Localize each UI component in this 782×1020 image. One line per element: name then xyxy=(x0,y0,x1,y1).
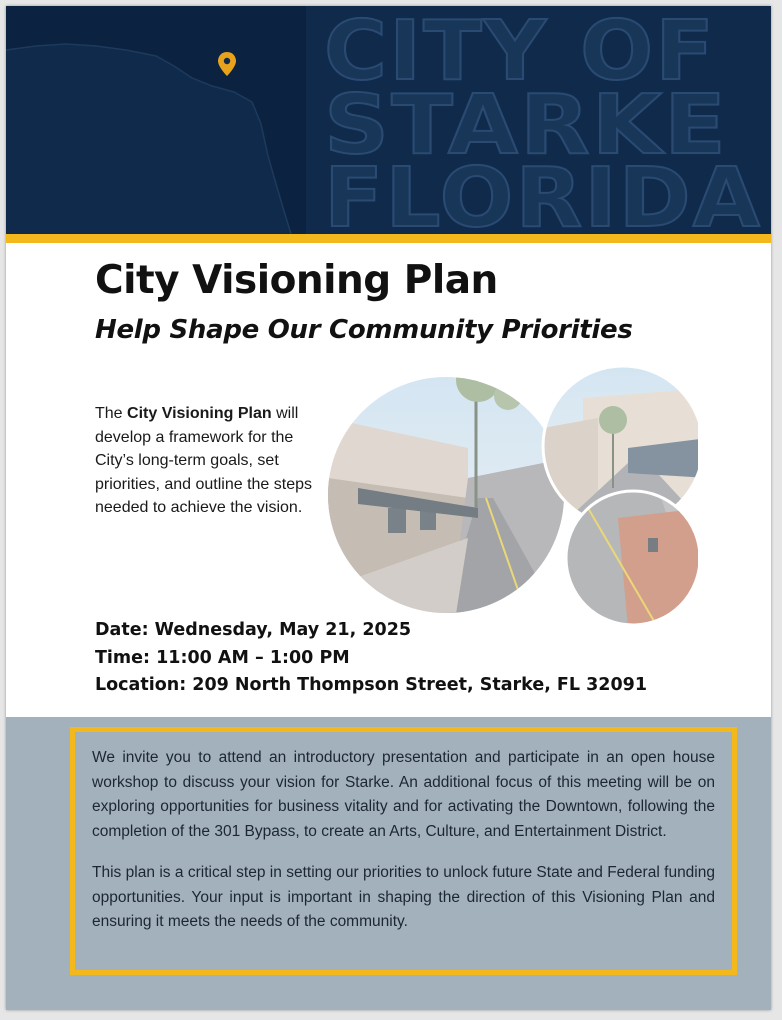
page-title: City Visioning Plan xyxy=(95,258,498,303)
event-details xyxy=(95,617,647,700)
funding-paragraph: This plan is a critical step in setting our priorities to unlock future State and Federal funding opportunities. Your input is important in shaping the direction of this Visioning Plan and ensuring it meets the needs of the community. xyxy=(92,864,715,930)
page-subtitle: Help Shape Our Community Priorities xyxy=(95,315,633,345)
banner-line-2: STARKE xyxy=(324,78,728,173)
downtown-photo-collage xyxy=(328,358,698,633)
event-location: Location: 209 North Thompson Street, Starke, FL 32091 xyxy=(95,675,648,695)
florida-map-silhouette xyxy=(6,6,306,234)
event-time: Time: 11:00 AM – 1:00 PM xyxy=(95,647,350,668)
intro-paragraph: The City Visioning Plan will develop a framework for the City’s long-term goals, set priorities, and outline the steps needed to achieve the vision. xyxy=(95,405,313,516)
header-graphic xyxy=(6,6,771,234)
gold-divider xyxy=(6,234,771,243)
intro-bold-term: City Visioning Plan xyxy=(127,405,272,422)
banner-line-1: CITY OF xyxy=(324,6,716,99)
event-date: Date: Wednesday, May 21, 2025 xyxy=(95,620,412,640)
invitation-callout-box xyxy=(70,727,737,975)
invitation-paragraph: We invite you to attend an introductory presentation and participate in an open house workshop to discuss your vision for Starke. An additional focus of this meeting will be on exploring opportunities for business vitality and for activating the Downtown, following the completion of the 301 Bypass, to create an Arts, Culture, and Entertainment District. xyxy=(92,749,715,840)
flyer-page xyxy=(6,6,771,1010)
banner-line-3: FLORIDA xyxy=(324,151,762,234)
header-banner xyxy=(6,6,771,234)
street-photo-large xyxy=(328,358,568,633)
